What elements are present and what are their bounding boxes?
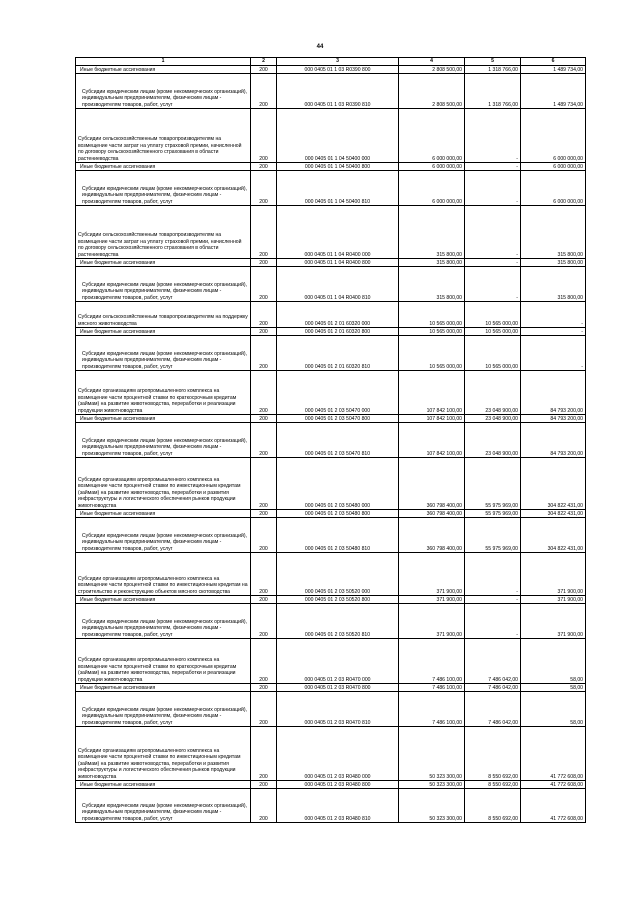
amount-col-5: 55 975 969,00 xyxy=(465,458,521,510)
admin-code: 200 xyxy=(251,66,277,74)
amount-col-4: 315 800,00 xyxy=(399,267,465,302)
table-body xyxy=(76,66,586,823)
amount-col-6: 315 800,00 xyxy=(521,206,586,259)
classification-code: 000 0405 01 2 03 50520 000 xyxy=(277,553,399,596)
amount-col-6: 6 000 000,00 xyxy=(521,171,586,206)
amount-col-6: 58,00 xyxy=(521,684,586,692)
amount-col-5: 8 550 692,00 xyxy=(465,727,521,781)
amount-col-4: 7 486 100,00 xyxy=(399,692,465,727)
amount-col-6: 1 489 734,00 xyxy=(521,74,586,109)
admin-code: 200 xyxy=(251,781,277,789)
classification-code: 000 0405 01 1 04 R0400 800 xyxy=(277,259,399,267)
admin-code: 200 xyxy=(251,518,277,553)
item-name: Субсидии организациям агропромышленного комплекса на возмещение части процентной ставки по краткосрочным кредитам (займам) на развитие животноводства, переработки и реализации продукции животноводства xyxy=(76,371,251,415)
amount-col-5: - xyxy=(465,259,521,267)
amount-col-5: 7 486 042,00 xyxy=(465,684,521,692)
amount-col-4: 315 800,00 xyxy=(399,259,465,267)
amount-col-4: 10 565 000,00 xyxy=(399,302,465,328)
table-row xyxy=(76,553,586,596)
table-row xyxy=(76,267,586,302)
item-name: Субсидии сельскохозяйственным товаропроизводителям на поддержку мясного животноводства xyxy=(76,302,251,328)
amount-col-5: 23 048 900,00 xyxy=(465,423,521,458)
classification-code: 000 0405 01 2 03 50480 000 xyxy=(277,458,399,510)
amount-col-4: 360 798 400,00 xyxy=(399,510,465,518)
amount-col-4: 50 323 300,00 xyxy=(399,727,465,781)
amount-col-4: 2 808 500,00 xyxy=(399,74,465,109)
table-row xyxy=(76,781,586,789)
table-row xyxy=(76,163,586,171)
table-row xyxy=(76,302,586,328)
table-row xyxy=(76,639,586,684)
item-name: Субсидии организациям агропромышленного комплекса на возмещение части процентной ставки по краткосрочным кредитам (займам) на развитие животноводства, переработки и реализации продукции животноводства xyxy=(76,639,251,684)
item-name: Субсидии юридическим лицам (кроме некоммерческих организаций), индивидуальным предпринимателям, физическим лицам - производителям товаров, работ, услуг xyxy=(76,423,251,458)
amount-col-4: 371 900,00 xyxy=(399,596,465,604)
classification-code: 000 0405 01 1 03 R0390 810 xyxy=(277,74,399,109)
amount-col-5: 7 486 042,00 xyxy=(465,692,521,727)
classification-code: 000 0405 01 1 04 50400 800 xyxy=(277,163,399,171)
classification-code: 000 0405 01 2 01 60320 000 xyxy=(277,302,399,328)
item-name: Субсидии юридическим лицам (кроме некоммерческих организаций), индивидуальным предпринимателям, физическим лицам - производителям товаров, работ, услуг xyxy=(76,604,251,639)
amount-col-4: 6 000 000,00 xyxy=(399,163,465,171)
table-row xyxy=(76,510,586,518)
admin-code: 200 xyxy=(251,267,277,302)
amount-col-6: 84 793 200,00 xyxy=(521,415,586,423)
item-name: Субсидии юридическим лицам (кроме некоммерческих организаций), индивидуальным предпринимателям, физическим лицам - производителям товаров, работ, услуг xyxy=(76,74,251,109)
amount-col-6: 304 822 431,00 xyxy=(521,458,586,510)
amount-col-5: 7 486 042,00 xyxy=(465,639,521,684)
budget-table xyxy=(75,57,586,823)
amount-col-5: - xyxy=(465,206,521,259)
amount-col-6: 6 000 000,00 xyxy=(521,109,586,163)
table-row xyxy=(76,66,586,74)
admin-code: 200 xyxy=(251,163,277,171)
admin-code: 200 xyxy=(251,458,277,510)
amount-col-5: - xyxy=(465,553,521,596)
amount-col-4: 107 842 100,00 xyxy=(399,423,465,458)
table-row xyxy=(76,684,586,692)
admin-code: 200 xyxy=(251,302,277,328)
classification-code: 000 0405 01 2 03 R0480 000 xyxy=(277,727,399,781)
amount-col-6: 84 793 200,00 xyxy=(521,423,586,458)
amount-col-5: 10 565 000,00 xyxy=(465,328,521,336)
classification-code: 000 0405 01 2 01 60320 810 xyxy=(277,336,399,371)
item-name: Субсидии организациям агропромышленного комплекса на возмещение части процентной ставки по инвестиционным кредитам (займам) на развитие животноводства, переработки и развития инфраструктуры и логистического обеспечения рынков продукции животноводства xyxy=(76,458,251,510)
table-row xyxy=(76,415,586,423)
classification-code: 000 0405 01 2 03 50520 810 xyxy=(277,604,399,639)
amount-col-5: 55 975 969,00 xyxy=(465,510,521,518)
amount-col-5: 1 318 766,00 xyxy=(465,74,521,109)
item-name: Иные бюджетные ассигнования xyxy=(76,596,251,604)
classification-code: 000 0405 01 1 04 R0400 810 xyxy=(277,267,399,302)
table-row xyxy=(76,727,586,781)
amount-col-6: 315 800,00 xyxy=(521,259,586,267)
item-name: Субсидии юридическим лицам (кроме некоммерческих организаций), индивидуальным предпринимателям, физическим лицам - производителям товаров, работ, услуг xyxy=(76,171,251,206)
table-row xyxy=(76,328,586,336)
item-name: Иные бюджетные ассигнования xyxy=(76,328,251,336)
item-name: Субсидии организациям агропромышленного комплекса на возмещение части процентной ставки по инвестиционным кредитам на строительство и реконструкцию объектов мясного скотоводства xyxy=(76,553,251,596)
admin-code: 200 xyxy=(251,553,277,596)
table-row xyxy=(76,789,586,823)
classification-code: 000 0405 01 2 03 50470 810 xyxy=(277,423,399,458)
amount-col-4: 10 565 000,00 xyxy=(399,336,465,371)
amount-col-6: - xyxy=(521,328,586,336)
admin-code: 200 xyxy=(251,109,277,163)
admin-code: 200 xyxy=(251,684,277,692)
amount-col-5: 1 318 766,00 xyxy=(465,66,521,74)
admin-code: 200 xyxy=(251,171,277,206)
classification-code: 000 0405 01 2 03 R0480 800 xyxy=(277,781,399,789)
amount-col-6: 41 772 608,00 xyxy=(521,789,586,823)
amount-col-4: 107 842 100,00 xyxy=(399,415,465,423)
table-header-row xyxy=(76,58,586,66)
classification-code: 000 0405 01 2 03 50480 800 xyxy=(277,510,399,518)
amount-col-5: 23 048 900,00 xyxy=(465,415,521,423)
amount-col-6: 304 822 431,00 xyxy=(521,518,586,553)
classification-code: 000 0405 01 2 01 60320 800 xyxy=(277,328,399,336)
header-cell: 6 xyxy=(521,58,586,66)
table-row xyxy=(76,692,586,727)
amount-col-5: - xyxy=(465,267,521,302)
item-name: Субсидии юридическим лицам (кроме некоммерческих организаций), индивидуальным предпринимателям, физическим лицам - производителям товаров, работ, услуг xyxy=(76,336,251,371)
amount-col-4: 7 486 100,00 xyxy=(399,684,465,692)
amount-col-6: 315 800,00 xyxy=(521,267,586,302)
header-cell: 1 xyxy=(76,58,251,66)
amount-col-4: 360 798 400,00 xyxy=(399,518,465,553)
classification-code: 000 0405 01 2 03 50480 810 xyxy=(277,518,399,553)
amount-col-5: - xyxy=(465,604,521,639)
admin-code: 200 xyxy=(251,789,277,823)
table-row xyxy=(76,74,586,109)
amount-col-6: 84 793 200,00 xyxy=(521,371,586,415)
classification-code: 000 0405 01 2 03 R0470 810 xyxy=(277,692,399,727)
table-row xyxy=(76,259,586,267)
amount-col-6: 6 000 000,00 xyxy=(521,163,586,171)
amount-col-6: 58,00 xyxy=(521,639,586,684)
amount-col-6: 58,00 xyxy=(521,692,586,727)
amount-col-6: 304 822 431,00 xyxy=(521,510,586,518)
item-name: Иные бюджетные ассигнования xyxy=(76,781,251,789)
item-name: Иные бюджетные ассигнования xyxy=(76,415,251,423)
amount-col-6: 1 489 734,00 xyxy=(521,66,586,74)
amount-col-5: 8 550 692,00 xyxy=(465,781,521,789)
amount-col-6: - xyxy=(521,302,586,328)
classification-code: 000 0405 01 2 03 R0470 800 xyxy=(277,684,399,692)
amount-col-6: 41 772 608,00 xyxy=(521,727,586,781)
table-row xyxy=(76,423,586,458)
amount-col-5: 8 550 692,00 xyxy=(465,789,521,823)
admin-code: 200 xyxy=(251,415,277,423)
amount-col-4: 6 000 000,00 xyxy=(399,171,465,206)
table-row xyxy=(76,336,586,371)
table-row xyxy=(76,109,586,163)
header-cell: 5 xyxy=(465,58,521,66)
item-name: Иные бюджетные ассигнования xyxy=(76,510,251,518)
item-name: Субсидии сельскохозяйственным товаропроизводителям на возмещение части затрат на уплату страховой премии, начисленной по договору сельскохозяйственного страхования в области растениеводства xyxy=(76,206,251,259)
amount-col-4: 360 798 400,00 xyxy=(399,458,465,510)
item-name: Иные бюджетные ассигнования xyxy=(76,684,251,692)
amount-col-5: 10 565 000,00 xyxy=(465,302,521,328)
admin-code: 200 xyxy=(251,692,277,727)
table-row xyxy=(76,171,586,206)
admin-code: 200 xyxy=(251,604,277,639)
amount-col-5: - xyxy=(465,109,521,163)
amount-col-6: 371 900,00 xyxy=(521,604,586,639)
amount-col-5: 10 565 000,00 xyxy=(465,336,521,371)
admin-code: 200 xyxy=(251,510,277,518)
classification-code: 000 0405 01 1 03 R0390 800 xyxy=(277,66,399,74)
amount-col-5: - xyxy=(465,171,521,206)
table-row xyxy=(76,458,586,510)
amount-col-4: 315 800,00 xyxy=(399,206,465,259)
table-row xyxy=(76,596,586,604)
item-name: Субсидии юридическим лицам (кроме некоммерческих организаций), индивидуальным предпринимателям, физическим лицам - производителям товаров, работ, услуг xyxy=(76,267,251,302)
header-cell: 4 xyxy=(399,58,465,66)
classification-code: 000 0405 01 2 03 50470 000 xyxy=(277,371,399,415)
amount-col-4: 371 900,00 xyxy=(399,604,465,639)
amount-col-6: - xyxy=(521,336,586,371)
amount-col-5: 23 048 900,00 xyxy=(465,371,521,415)
admin-code: 200 xyxy=(251,259,277,267)
item-name: Субсидии сельскохозяйственным товаропроизводителям на возмещение части затрат на уплату страховой премии, начисленной по договору сельскохозяйственного страхования в области растениеводства xyxy=(76,109,251,163)
amount-col-6: 371 900,00 xyxy=(521,553,586,596)
amount-col-5: - xyxy=(465,596,521,604)
admin-code: 200 xyxy=(251,206,277,259)
admin-code: 200 xyxy=(251,596,277,604)
admin-code: 200 xyxy=(251,639,277,684)
amount-col-4: 107 842 100,00 xyxy=(399,371,465,415)
amount-col-4: 6 000 000,00 xyxy=(399,109,465,163)
table-row xyxy=(76,518,586,553)
item-name: Иные бюджетные ассигнования xyxy=(76,163,251,171)
admin-code: 200 xyxy=(251,423,277,458)
amount-col-4: 7 486 100,00 xyxy=(399,639,465,684)
classification-code: 000 0405 01 2 03 R0470 000 xyxy=(277,639,399,684)
table-row xyxy=(76,371,586,415)
header-cell: 2 xyxy=(251,58,277,66)
amount-col-4: 50 323 300,00 xyxy=(399,789,465,823)
item-name: Субсидии организациям агропромышленного комплекса на возмещение части процентной ставки по инвестиционным кредитам (займам) на развитие животноводства, переработки и развития инфраструктуры и логистического обеспечения рынков продукции животноводства xyxy=(76,727,251,781)
admin-code: 200 xyxy=(251,74,277,109)
admin-code: 200 xyxy=(251,727,277,781)
amount-col-5: 55 975 969,00 xyxy=(465,518,521,553)
classification-code: 000 0405 01 1 04 50400 000 xyxy=(277,109,399,163)
item-name: Субсидии юридическим лицам (кроме некоммерческих организаций), индивидуальным предпринимателям, физическим лицам - производителям товаров, работ, услуг xyxy=(76,789,251,823)
classification-code: 000 0405 01 2 03 50520 800 xyxy=(277,596,399,604)
page-number: 44 xyxy=(316,44,324,50)
item-name: Субсидии юридическим лицам (кроме некоммерческих организаций), индивидуальным предпринимателям, физическим лицам - производителям товаров, работ, услуг xyxy=(76,518,251,553)
amount-col-4: 371 900,00 xyxy=(399,553,465,596)
header-cell: 3 xyxy=(277,58,399,66)
classification-code: 000 0405 01 2 03 50470 800 xyxy=(277,415,399,423)
amount-col-4: 50 323 300,00 xyxy=(399,781,465,789)
amount-col-6: 41 772 608,00 xyxy=(521,781,586,789)
item-name: Иные бюджетные ассигнования xyxy=(76,66,251,74)
table-row xyxy=(76,604,586,639)
amount-col-4: 2 808 500,00 xyxy=(399,66,465,74)
amount-col-4: 10 565 000,00 xyxy=(399,328,465,336)
classification-code: 000 0405 01 1 04 R0400 000 xyxy=(277,206,399,259)
amount-col-6: 371 900,00 xyxy=(521,596,586,604)
admin-code: 200 xyxy=(251,328,277,336)
admin-code: 200 xyxy=(251,336,277,371)
amount-col-5: - xyxy=(465,163,521,171)
classification-code: 000 0405 01 1 04 50400 810 xyxy=(277,171,399,206)
item-name: Субсидии юридическим лицам (кроме некоммерческих организаций), индивидуальным предпринимателям, физическим лицам - производителям товаров, работ, услуг xyxy=(76,692,251,727)
classification-code: 000 0405 01 2 03 R0480 810 xyxy=(277,789,399,823)
table-row xyxy=(76,206,586,259)
admin-code: 200 xyxy=(251,371,277,415)
item-name: Иные бюджетные ассигнования xyxy=(76,259,251,267)
